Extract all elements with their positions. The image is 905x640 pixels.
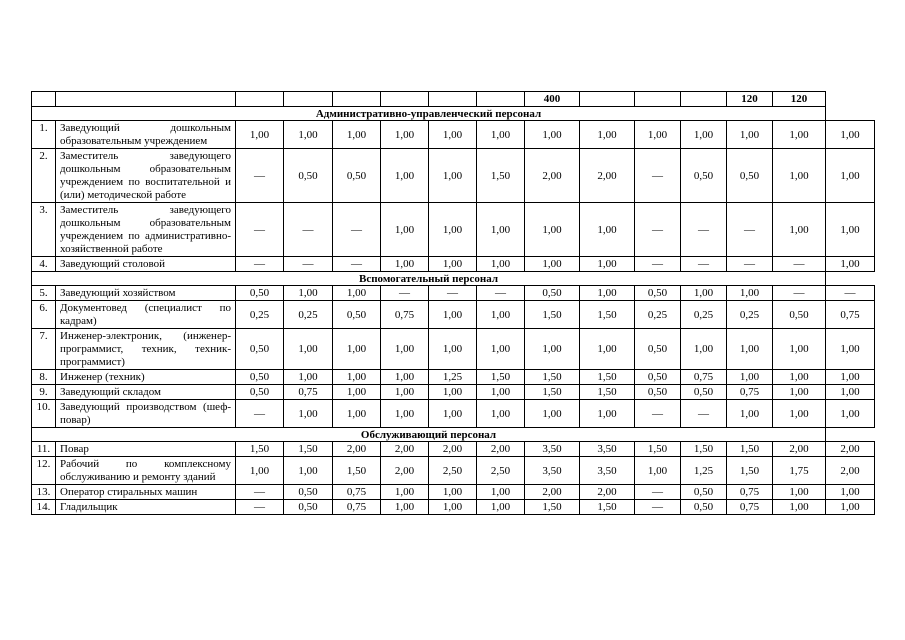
table-row xyxy=(32,257,875,272)
staff-rate-cell: 1,50 xyxy=(635,442,681,457)
table-body xyxy=(32,92,875,515)
staff-rate-cell: 0,25 xyxy=(284,301,333,329)
staff-rate-cell: 1,50 xyxy=(580,370,635,385)
staff-rate-cell: 1,25 xyxy=(429,370,477,385)
staff-rate-cell: 1,00 xyxy=(826,257,875,272)
position-name: Заведующий хозяйством xyxy=(56,286,236,301)
staff-rate-cell: 2,00 xyxy=(381,442,429,457)
staff-rate-cell: 1,50 xyxy=(580,301,635,329)
staff-rate-cell: 3,50 xyxy=(525,442,580,457)
staff-rate-cell: 0,50 xyxy=(635,370,681,385)
staff-rate-cell: 1,00 xyxy=(477,257,525,272)
staff-rate-cell: 2,00 xyxy=(381,457,429,485)
staff-rate-cell: 1,00 xyxy=(681,329,727,370)
staff-rate-cell: 1,00 xyxy=(333,400,381,428)
header-cell xyxy=(477,92,525,107)
table-row xyxy=(32,286,875,301)
staff-rate-cell: 1,00 xyxy=(525,329,580,370)
staff-rate-cell: 0,75 xyxy=(727,500,773,515)
staff-rate-cell: — xyxy=(773,286,826,301)
staff-rate-cell: 1,00 xyxy=(429,500,477,515)
staff-rate-cell: 0,50 xyxy=(284,149,333,203)
table-row xyxy=(32,442,875,457)
table-row xyxy=(32,301,875,329)
staff-rate-cell: 0,50 xyxy=(681,149,727,203)
staff-rate-cell: 3,50 xyxy=(580,442,635,457)
section-title: Административно-управленческий персонал xyxy=(32,107,826,121)
staff-rate-cell: 1,50 xyxy=(477,149,525,203)
staff-rate-cell: 1,00 xyxy=(333,385,381,400)
staff-rate-cell: 1,25 xyxy=(681,457,727,485)
staff-rate-cell: 1,00 xyxy=(284,370,333,385)
staff-rate-cell: — xyxy=(236,149,284,203)
staff-rate-cell: 0,50 xyxy=(635,286,681,301)
staff-rate-cell: 1,00 xyxy=(381,370,429,385)
staff-rate-cell: 1,00 xyxy=(429,385,477,400)
header-cell-capacity: 120 xyxy=(773,92,826,107)
row-number: 4. xyxy=(32,257,56,272)
table-row xyxy=(32,500,875,515)
staff-rate-cell: 0,75 xyxy=(333,485,381,500)
staff-rate-cell: 1,00 xyxy=(381,500,429,515)
staff-rate-cell: — xyxy=(826,286,875,301)
staff-rate-cell: 1,00 xyxy=(236,457,284,485)
staff-rate-cell: 1,50 xyxy=(525,500,580,515)
table-row xyxy=(32,370,875,385)
staff-rate-cell: 1,00 xyxy=(525,257,580,272)
staff-rate-cell: 2,00 xyxy=(826,442,875,457)
staff-rate-cell: 1,00 xyxy=(284,286,333,301)
staff-rate-cell: 1,50 xyxy=(525,385,580,400)
staff-rate-cell: 1,00 xyxy=(429,485,477,500)
staff-rate-cell: 0,50 xyxy=(681,485,727,500)
staff-rate-cell: 2,00 xyxy=(826,457,875,485)
staff-rate-cell: 0,75 xyxy=(381,301,429,329)
staff-rate-cell: 1,00 xyxy=(826,329,875,370)
table-row xyxy=(32,121,875,149)
staff-rate-cell: 1,00 xyxy=(727,400,773,428)
row-number: 2. xyxy=(32,149,56,203)
position-name: Заведующий складом xyxy=(56,385,236,400)
position-name: Документовед (специалист по кадрам) xyxy=(56,301,236,329)
row-number: 10. xyxy=(32,400,56,428)
table-row xyxy=(32,457,875,485)
staff-rate-cell: 1,50 xyxy=(525,301,580,329)
staff-rate-cell: 1,00 xyxy=(773,400,826,428)
row-number: 3. xyxy=(32,203,56,257)
staff-rate-cell: 1,00 xyxy=(525,121,580,149)
staff-rate-cell: 1,00 xyxy=(525,203,580,257)
staff-rate-cell: 1,00 xyxy=(236,121,284,149)
staff-rate-cell: 1,00 xyxy=(284,329,333,370)
staff-rate-cell: 0,25 xyxy=(635,301,681,329)
row-number: 9. xyxy=(32,385,56,400)
header-cell xyxy=(580,92,635,107)
staff-rate-cell: 2,00 xyxy=(525,149,580,203)
header-row xyxy=(32,92,875,107)
staff-rate-cell: 1,00 xyxy=(580,329,635,370)
staff-rate-cell: 1,00 xyxy=(477,329,525,370)
row-number: 11. xyxy=(32,442,56,457)
position-name: Заместитель заведующего дошкольным образовательным учреждением по административно-хозяйственной работе xyxy=(56,203,236,257)
staff-rate-cell: 2,00 xyxy=(773,442,826,457)
staff-rate-cell: 1,50 xyxy=(580,500,635,515)
row-number: 1. xyxy=(32,121,56,149)
staff-rate-cell: 1,50 xyxy=(477,370,525,385)
table-row xyxy=(32,385,875,400)
staff-rate-cell: 0,75 xyxy=(681,370,727,385)
staff-rate-cell: — xyxy=(236,485,284,500)
staff-rate-cell: — xyxy=(236,203,284,257)
staff-rate-cell: 1,50 xyxy=(727,457,773,485)
staff-rate-cell: 2,00 xyxy=(333,442,381,457)
header-cell-capacity: 400 xyxy=(525,92,580,107)
staff-rate-cell: 1,00 xyxy=(477,385,525,400)
position-name: Инженер-электроник, (инженер-программист, техник, техник-программист) xyxy=(56,329,236,370)
staff-rate-cell: 0,50 xyxy=(635,385,681,400)
staff-rate-cell: 0,50 xyxy=(236,286,284,301)
staff-rate-cell: 1,00 xyxy=(681,286,727,301)
staff-rate-cell: 1,00 xyxy=(580,257,635,272)
section-header-row xyxy=(32,107,875,121)
table-row xyxy=(32,203,875,257)
staff-rate-cell: — xyxy=(681,400,727,428)
staff-rate-cell: 1,00 xyxy=(429,149,477,203)
staff-rate-cell: — xyxy=(635,257,681,272)
staff-rate-cell: 0,50 xyxy=(236,370,284,385)
staff-rate-cell: — xyxy=(727,203,773,257)
staff-rate-cell: 1,00 xyxy=(773,500,826,515)
staff-rate-cell: 2,00 xyxy=(580,485,635,500)
header-cell xyxy=(381,92,429,107)
staff-rate-cell: 1,50 xyxy=(236,442,284,457)
staff-rate-cell: 2,50 xyxy=(429,457,477,485)
staff-rate-cell: — xyxy=(773,257,826,272)
staff-rate-cell: — xyxy=(635,203,681,257)
staff-rate-cell: 1,00 xyxy=(826,500,875,515)
staff-rate-cell: 1,00 xyxy=(580,400,635,428)
staff-rate-cell: 1,00 xyxy=(381,400,429,428)
staff-rate-cell: 1,00 xyxy=(773,121,826,149)
position-name: Заведующий дошкольным образовательным учреждением xyxy=(56,121,236,149)
staff-rate-cell: — xyxy=(333,203,381,257)
section-title: Обслуживающий персонал xyxy=(32,428,826,442)
position-name: Рабочий по комплексному обслуживанию и ремонту зданий xyxy=(56,457,236,485)
staff-rate-cell: 1,50 xyxy=(580,385,635,400)
position-name: Повар xyxy=(56,442,236,457)
staff-rate-cell: 1,50 xyxy=(284,442,333,457)
staff-rate-cell: 1,00 xyxy=(429,257,477,272)
staff-rate-cell: — xyxy=(477,286,525,301)
staff-rate-cell: — xyxy=(333,257,381,272)
staff-rate-cell: — xyxy=(727,257,773,272)
staff-rate-cell: 1,00 xyxy=(826,149,875,203)
staff-rate-cell: 1,00 xyxy=(727,286,773,301)
staff-rate-cell: 3,50 xyxy=(525,457,580,485)
row-number: 6. xyxy=(32,301,56,329)
staff-rate-cell: 2,00 xyxy=(477,442,525,457)
staff-rate-cell: 0,75 xyxy=(727,385,773,400)
staff-rate-cell: 1,00 xyxy=(773,329,826,370)
header-cell xyxy=(284,92,333,107)
staff-rate-cell: 1,00 xyxy=(284,121,333,149)
staff-rate-cell: 0,50 xyxy=(525,286,580,301)
table-row xyxy=(32,149,875,203)
staff-rate-cell: 0,25 xyxy=(681,301,727,329)
staff-rate-cell: 1,00 xyxy=(429,329,477,370)
staff-rate-cell: 1,00 xyxy=(284,457,333,485)
staff-rate-cell: 2,00 xyxy=(525,485,580,500)
staff-rate-cell: 1,00 xyxy=(381,203,429,257)
staff-rate-cell: 1,00 xyxy=(580,121,635,149)
staff-rate-cell: 1,00 xyxy=(381,149,429,203)
staff-rate-cell: 0,50 xyxy=(635,329,681,370)
staff-rate-cell: 1,00 xyxy=(381,329,429,370)
position-name: Инженер (техник) xyxy=(56,370,236,385)
header-cell xyxy=(681,92,727,107)
staff-rate-cell: 1,00 xyxy=(727,329,773,370)
staff-rate-cell: — xyxy=(236,400,284,428)
staff-rate-cell: 0,50 xyxy=(333,301,381,329)
staff-rate-cell: 1,00 xyxy=(580,286,635,301)
position-name: Заместитель заведующего дошкольным образовательным учреждением по воспитательной и (или) методической работе xyxy=(56,149,236,203)
staff-rate-cell: 1,00 xyxy=(429,400,477,428)
staff-rate-cell: — xyxy=(381,286,429,301)
staff-rate-cell: 0,50 xyxy=(284,485,333,500)
staff-rate-cell: 1,00 xyxy=(826,400,875,428)
header-cell xyxy=(32,92,56,107)
staff-rate-cell: 0,75 xyxy=(333,500,381,515)
staff-rate-cell: — xyxy=(429,286,477,301)
staff-rate-cell: 1,00 xyxy=(826,203,875,257)
staff-rate-cell: 1,00 xyxy=(826,121,875,149)
staff-rate-cell: 1,00 xyxy=(773,370,826,385)
section-title: Вспомогательный персонал xyxy=(32,272,826,286)
staff-rate-cell: 1,00 xyxy=(381,385,429,400)
section-header-row xyxy=(32,428,875,442)
header-cell xyxy=(333,92,381,107)
staff-rate-cell: 1,50 xyxy=(525,370,580,385)
position-name: Гладильщик xyxy=(56,500,236,515)
staff-rate-cell: 1,00 xyxy=(429,121,477,149)
header-cell xyxy=(429,92,477,107)
staff-rate-cell: — xyxy=(635,500,681,515)
staff-rate-cell: 1,00 xyxy=(477,500,525,515)
staff-rate-cell: — xyxy=(284,257,333,272)
staff-rate-cell: 0,25 xyxy=(236,301,284,329)
table-row xyxy=(32,329,875,370)
staff-rate-cell: — xyxy=(681,203,727,257)
row-number: 12. xyxy=(32,457,56,485)
staff-rate-cell: 1,00 xyxy=(477,400,525,428)
staff-rate-cell: 1,00 xyxy=(381,121,429,149)
staff-rate-cell: 1,00 xyxy=(429,203,477,257)
staff-rate-cell: 0,50 xyxy=(681,500,727,515)
header-cell xyxy=(635,92,681,107)
staff-rate-cell: 1,00 xyxy=(727,121,773,149)
staff-rate-cell: 1,00 xyxy=(826,485,875,500)
staffing-table xyxy=(31,91,875,515)
staff-rate-cell: 1,00 xyxy=(333,121,381,149)
table-row xyxy=(32,485,875,500)
staff-rate-cell: — xyxy=(635,149,681,203)
position-name: Оператор стиральных машин xyxy=(56,485,236,500)
staff-rate-cell: 0,50 xyxy=(236,385,284,400)
staff-rate-cell: 1,00 xyxy=(635,457,681,485)
staff-rate-cell: 1,00 xyxy=(429,301,477,329)
row-number: 7. xyxy=(32,329,56,370)
staff-rate-cell: 0,50 xyxy=(681,385,727,400)
staff-rate-cell: 1,00 xyxy=(381,257,429,272)
staff-rate-cell: 1,00 xyxy=(333,329,381,370)
header-cell xyxy=(236,92,284,107)
staff-rate-cell: 1,00 xyxy=(333,370,381,385)
row-number: 8. xyxy=(32,370,56,385)
staff-rate-cell: 1,00 xyxy=(381,485,429,500)
staff-rate-cell: — xyxy=(635,400,681,428)
staff-rate-cell: 1,00 xyxy=(773,485,826,500)
row-number: 13. xyxy=(32,485,56,500)
staff-rate-cell: 1,00 xyxy=(477,301,525,329)
header-cell xyxy=(56,92,236,107)
section-header-row xyxy=(32,272,875,286)
staff-rate-cell: 0,50 xyxy=(236,329,284,370)
staff-rate-cell: 3,50 xyxy=(580,457,635,485)
staff-rate-cell: 1,50 xyxy=(681,442,727,457)
staff-rate-cell: 0,50 xyxy=(333,149,381,203)
staff-rate-cell: 1,00 xyxy=(773,203,826,257)
position-name: Заведующий столовой xyxy=(56,257,236,272)
staff-rate-cell: — xyxy=(236,500,284,515)
staff-rate-cell: 0,50 xyxy=(773,301,826,329)
staff-rate-cell: 2,00 xyxy=(429,442,477,457)
staff-rate-cell: 0,75 xyxy=(284,385,333,400)
staff-rate-cell: 1,00 xyxy=(681,121,727,149)
header-cell-capacity: 120 xyxy=(727,92,773,107)
staff-rate-cell: 1,00 xyxy=(333,286,381,301)
row-number: 5. xyxy=(32,286,56,301)
staff-rate-cell: 0,25 xyxy=(727,301,773,329)
staff-rate-cell: 1,00 xyxy=(826,370,875,385)
staff-rate-cell: 1,00 xyxy=(477,203,525,257)
position-name: Заведующий производством (шеф-повар) xyxy=(56,400,236,428)
staff-rate-cell: 1,00 xyxy=(284,400,333,428)
staff-rate-cell: 0,50 xyxy=(284,500,333,515)
staff-rate-cell: 1,00 xyxy=(635,121,681,149)
staff-rate-cell: 1,50 xyxy=(333,457,381,485)
staff-rate-cell: 2,00 xyxy=(580,149,635,203)
staff-rate-cell: 1,75 xyxy=(773,457,826,485)
staff-rate-cell: 1,50 xyxy=(727,442,773,457)
staff-rate-cell: 1,00 xyxy=(773,385,826,400)
row-number: 14. xyxy=(32,500,56,515)
staff-rate-cell: — xyxy=(635,485,681,500)
staff-rate-cell: 1,00 xyxy=(525,400,580,428)
staff-rate-cell: — xyxy=(681,257,727,272)
staff-rate-cell: 1,00 xyxy=(727,370,773,385)
staff-rate-cell: 1,00 xyxy=(477,121,525,149)
staff-rate-cell: 0,75 xyxy=(727,485,773,500)
staff-rate-cell: 1,00 xyxy=(773,149,826,203)
staff-rate-cell: 0,50 xyxy=(727,149,773,203)
staff-rate-cell: 1,00 xyxy=(580,203,635,257)
staff-rate-cell: — xyxy=(284,203,333,257)
staff-rate-cell: 1,00 xyxy=(826,385,875,400)
staff-rate-cell: 2,50 xyxy=(477,457,525,485)
staff-rate-cell: — xyxy=(236,257,284,272)
staff-rate-cell: 0,75 xyxy=(826,301,875,329)
staff-rate-cell: 1,00 xyxy=(477,485,525,500)
table-row xyxy=(32,400,875,428)
